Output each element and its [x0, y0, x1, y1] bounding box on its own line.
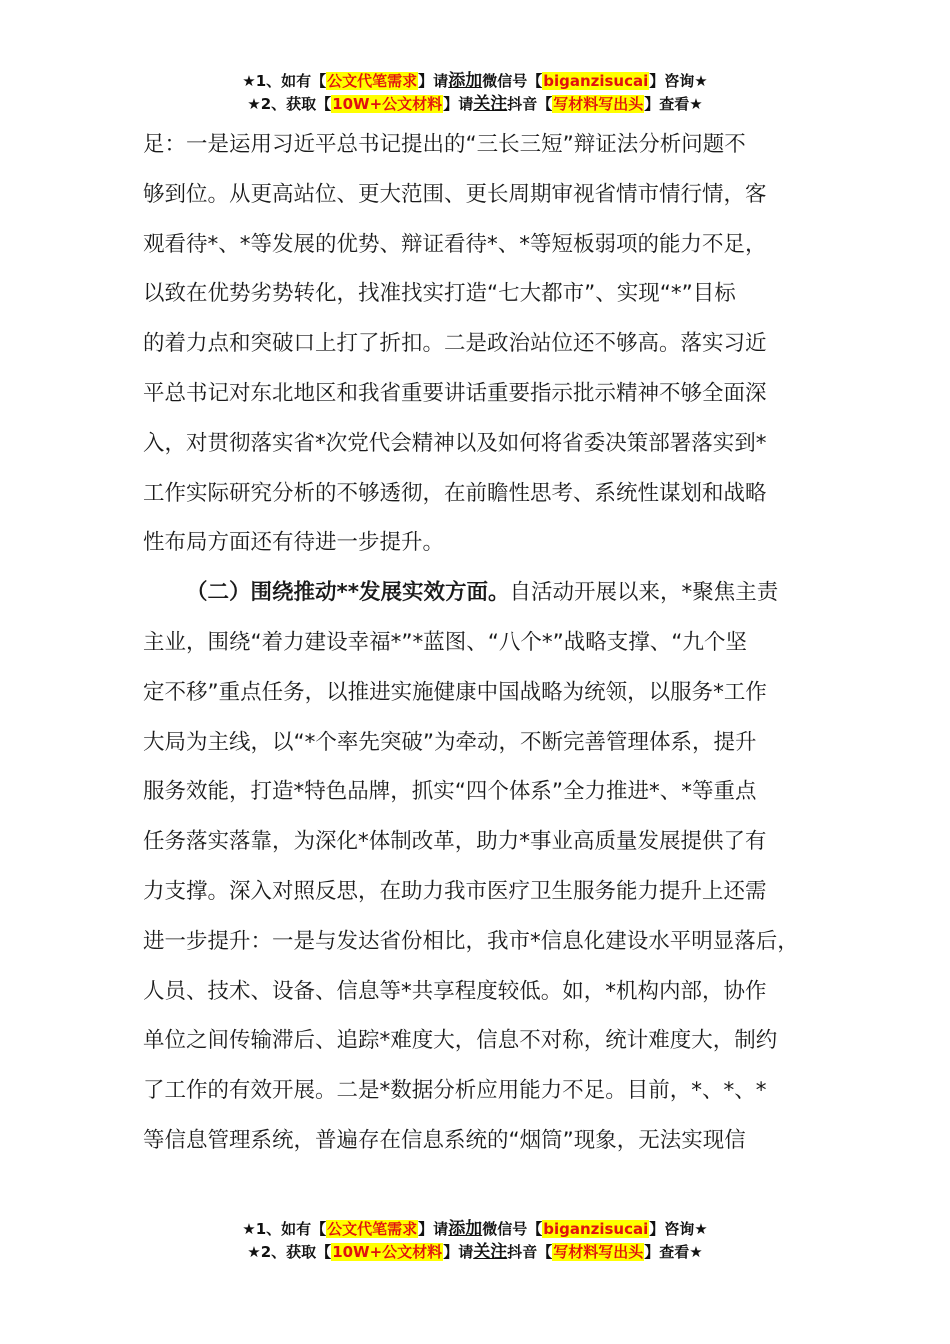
banner-text: ★2、获取【	[247, 95, 332, 113]
banner-text: 抖音【	[507, 1243, 553, 1261]
body-line: 单位之间传输滞后、追踪*难度大，信息不对称，统计难度大，制约	[143, 1028, 778, 1054]
header-banner	[0, 70, 950, 116]
body-line: 入，对贯彻落实省*次党代会精神以及如何将省委决策部署落实到*	[143, 430, 767, 456]
banner-text: 】咨询★	[649, 72, 708, 90]
body-line: 的着力点和突破口上打了折扣。二是政治站位还不够高。落实习近	[143, 331, 767, 357]
banner-text: 微信号【	[482, 1220, 543, 1238]
banner-emphasis: 添加	[448, 71, 483, 91]
banner-text: 】咨询★	[649, 1220, 708, 1238]
body-line: 进一步提升：一是与发达省份相比，我市*信息化建设水平明显落后，	[143, 928, 799, 954]
banner-emphasis: 关注	[473, 1242, 508, 1262]
banner-emphasis: 添加	[448, 1219, 483, 1239]
banner-emphasis: 关注	[473, 94, 508, 114]
document-body	[143, 120, 819, 1166]
banner-line-2	[0, 1241, 950, 1264]
banner-text: ★1、如有【	[242, 72, 327, 90]
footer-banner	[0, 1218, 950, 1264]
banner-highlight: 10W+公文材料	[332, 1243, 443, 1261]
banner-highlight: 10W+公文材料	[332, 95, 443, 113]
body-line: 了工作的有效开展。二是*数据分析应用能力不足。目前，*、*、*	[143, 1078, 767, 1104]
body-line: 任务落实落靠，为深化*体制改革，助力*事业高质量发展提供了有	[143, 829, 767, 855]
paragraph-heading-line	[143, 568, 819, 618]
body-line: 人员、技术、设备、信息等*共享程度较低。如，*机构内部，协作	[143, 978, 767, 1004]
banner-text: ★2、获取【	[247, 1243, 332, 1261]
body-line: 等信息管理系统，普遍存在信息系统的“烟筒”现象，无法实现信	[143, 1127, 746, 1153]
body-line: 大局为主线，以“*个率先突破”为牵动，不断完善管理体系，提升	[143, 729, 757, 755]
body-line: 以致在优势劣势转化，找准找实打造“七大都市”、实现“*”目标	[143, 281, 736, 307]
banner-text: 】请	[418, 1220, 449, 1238]
body-line: 服务效能，打造*特色品牌，抓实“四个体系”全力推进*、*等重点	[143, 779, 757, 805]
body-line: 工作实际研究分析的不够透彻，在前瞻性思考、系统性谋划和战略	[143, 480, 767, 506]
banner-text: 】查看★	[644, 95, 703, 113]
banner-text: ★1、如有【	[242, 1220, 327, 1238]
body-line: 够到位。从更高站位、更大范围、更长周期审视省情市情行情，客	[143, 181, 767, 207]
body-line: 定不移”重点任务，以推进实施健康中国战略为统领，以服务*工作	[143, 679, 767, 705]
banner-text: 微信号【	[482, 72, 543, 90]
banner-text: 】请	[418, 72, 449, 90]
banner-highlight: biganzisucai	[543, 72, 649, 90]
banner-highlight: 写材料写出头	[553, 1243, 644, 1261]
body-line: 力支撑。深入对照反思，在助力我市医疗卫生服务能力提升上还需	[143, 878, 767, 904]
banner-highlight: 公文代笔需求	[327, 72, 418, 90]
body-line: 观看待*、*等发展的优势、辩证看待*、*等短板弱项的能力不足，	[143, 231, 767, 257]
banner-line-2	[0, 93, 950, 116]
body-line: 足：一是运用习近平总书记提出的“三长三短”辩证法分析问题不	[143, 132, 746, 157]
banner-text: 】请	[443, 95, 474, 113]
body-line: 性布局方面还有待进一步提升。	[143, 530, 445, 556]
banner-text: 】请	[443, 1243, 474, 1261]
banner-text: 】查看★	[644, 1243, 703, 1261]
body-line: 主业，围绕“着力建设幸福*”*蓝图、“八个*”战略支撑、“九个坚	[143, 629, 747, 655]
body-text: 自活动开展以来，*聚焦主责	[509, 580, 779, 606]
banner-highlight: 公文代笔需求	[327, 1220, 418, 1238]
body-line: 平总书记对东北地区和我省重要讲话重要指示批示精神不够全面深	[143, 380, 767, 406]
banner-line-1	[0, 70, 950, 93]
banner-highlight: biganzisucai	[543, 1220, 649, 1238]
banner-highlight: 写材料写出头	[553, 95, 644, 113]
section-heading: （二）围绕推动**发展实效方面。	[186, 580, 510, 606]
banner-text: 抖音【	[507, 95, 553, 113]
banner-line-1	[0, 1218, 950, 1241]
